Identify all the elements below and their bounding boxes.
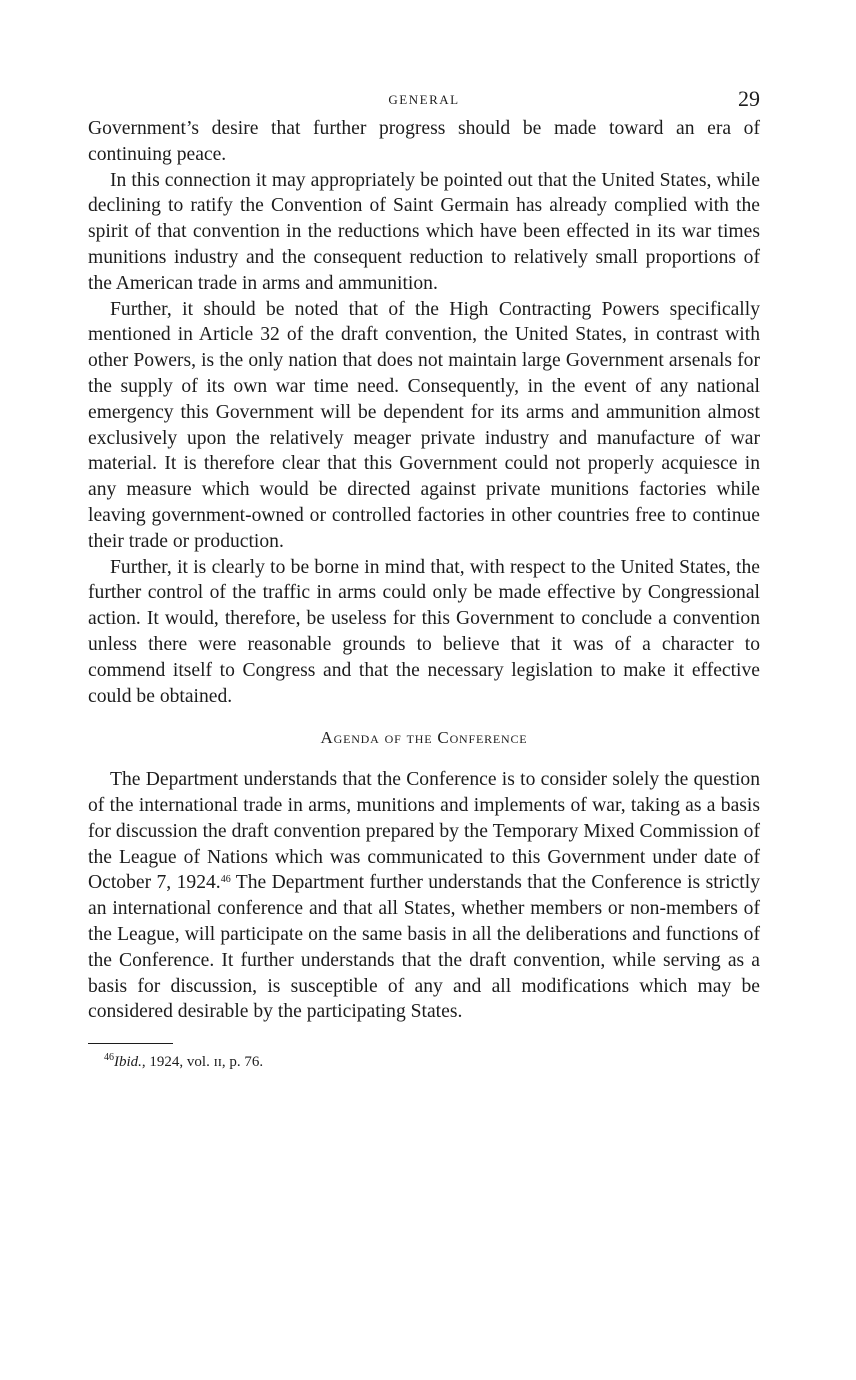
page-number: 29 xyxy=(738,86,760,111)
paragraph-congressional-action: Further, it is clearly to be borne in mind that, with respect to the United States, the further control of the traffic in arms could only be made effective by Congressional action. It would, therefore, be useless for this Government to conclude a convention unless there were reasonable grounds to believe that it was of a character to commend itself to Congress and that the necessary legislation to make it effective could be obtained. xyxy=(88,556,760,707)
footnote-ibid: Ibid. xyxy=(114,1054,142,1071)
footnote xyxy=(88,1054,760,1071)
agenda-text-part-2: The Department further understands that the Conference is strictly an international conference and that all States, whether members or non-members of the League, will participate on the same basis in all the deliberations and functions of the Conference. It further understands that the draft convention, while serving as a basis for discussion, is susceptible of any and all modifications which may be considered desirable by the participating States. xyxy=(88,872,760,1023)
section-heading: Agenda of the Conference xyxy=(320,728,528,748)
footnote-rule xyxy=(88,1043,173,1044)
paragraph-continuation: Government’s desire that further progress should be made toward an era of continuing peace. xyxy=(88,118,760,165)
footnote-citation: , 1924, vol. ɪɪ, p. 76. xyxy=(141,1054,264,1071)
paragraph-agenda xyxy=(88,767,760,1025)
paragraph-article-32: Further, it should be noted that of the High Contracting Powers specifically mentioned in Article 32 of the draft convention, the United States, in contrast with other Powers, is the only nation that does not maintain large Government arsenals for the supply of its own war time need. Consequently, in the event of any national emergency this Government will be dependent for its arms and ammunition almost exclusively upon the relatively meager private industry and manufacture of war material. It is therefore clear that this Government could not properly acquiesce in any measure which would be directed against private munitions factories while leaving government-owned or controlled factories in other countries free to continue their trade or production. xyxy=(88,298,760,552)
agenda-text-part-1: The Department understands that the Conference is to consider solely the question of the international trade in arms, munitions and implements of war, taking as a basis for discussion the draft convention prepared by the Temporary Mixed Commission of the League of Nations which was communicated to this Government under date of October 7, 1924. xyxy=(88,769,760,894)
document-page xyxy=(88,84,760,1071)
paragraph-saint-germain: In this connection it may appropriately be pointed out that the United States, while declining to ratify the Convention of Saint Germain has already complied with the spirit of that convention in the reductions which have been effected in its war times munitions industry and the consequent reduction to relatively small proportions of the American trade in arms and ammunition. xyxy=(88,169,760,294)
body-text xyxy=(88,116,760,1025)
footnote-reference: 46 xyxy=(220,874,231,886)
footnote-marker: 46 xyxy=(104,1052,114,1064)
page-header xyxy=(88,84,760,116)
running-head: GENERAL xyxy=(388,92,460,107)
